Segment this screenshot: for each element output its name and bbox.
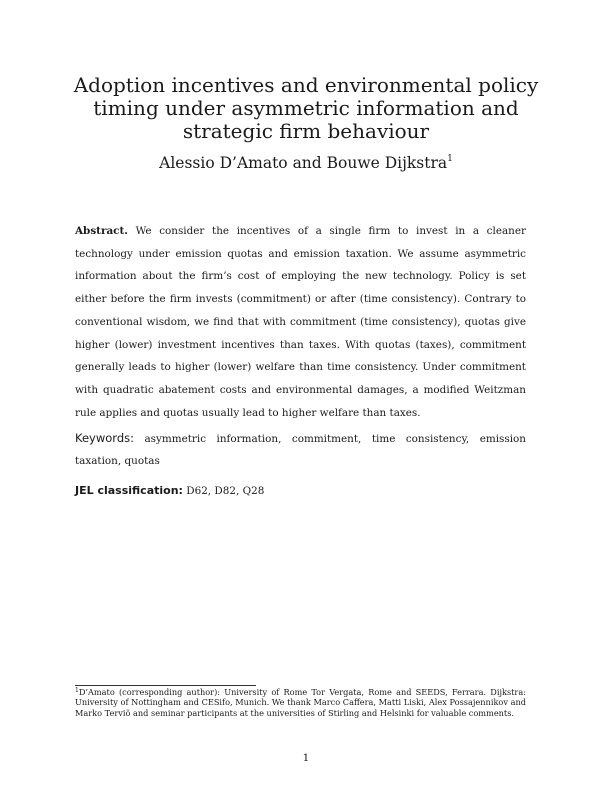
footnote-rule	[75, 685, 256, 686]
footnote-mark: 1	[75, 687, 79, 694]
page-number: 1	[302, 752, 310, 764]
jel-label: JEL classification:	[75, 484, 183, 497]
author-footnote-mark: 1	[447, 154, 453, 164]
footnote-text: D’Amato (corresponding author): University of Rome Tor Vergata, Rome and SEEDS, Ferrara. Dijkstra: University of Nottingham and CESifo, Munich. We thank Marco Caffera, Matti Liski, Alex Possajennikov and Marko Terviö and seminar participants at the universities of Stirling and Helsinki for valuable comments.	[75, 687, 526, 718]
abstract-text: We consider the incentives of a single firm to invest in a cleaner technology under emission quotas and emission taxation. We assume asymmetric information about the firm’s cost of employing the new technology. Policy is set either before the firm invests (commitment) or after (time consistency). Contrary to conventional wisdom, we find that with commitment (time consistency), quotas give higher (lower) investment incentives than taxes. With quotas (taxes), commitment generally leads to higher (lower) welfare than time consistency. Under commitment with quadratic abatement costs and environmental damages, a modified Weitzman rule applies and quotas usually lead to higher welfare than taxes.	[75, 225, 526, 419]
author-line	[60, 153, 552, 173]
keywords	[75, 427, 526, 472]
footnote	[75, 687, 526, 718]
keywords-label: Keywords:	[75, 431, 134, 445]
jel-classification	[75, 481, 526, 501]
abstract	[75, 220, 526, 424]
author-names: Alessio D’Amato and Bouwe Dijkstra	[159, 154, 448, 172]
jel-codes: D62, D82, Q28	[186, 485, 265, 497]
keywords-text: asymmetric information, commitment, time consistency, emission taxation, quotas	[75, 433, 526, 467]
abstract-label: Abstract.	[75, 225, 128, 237]
paper-title: Adoption incentives and environmental policy timing under asymmetric information and strategic firm behaviour	[73, 73, 539, 143]
